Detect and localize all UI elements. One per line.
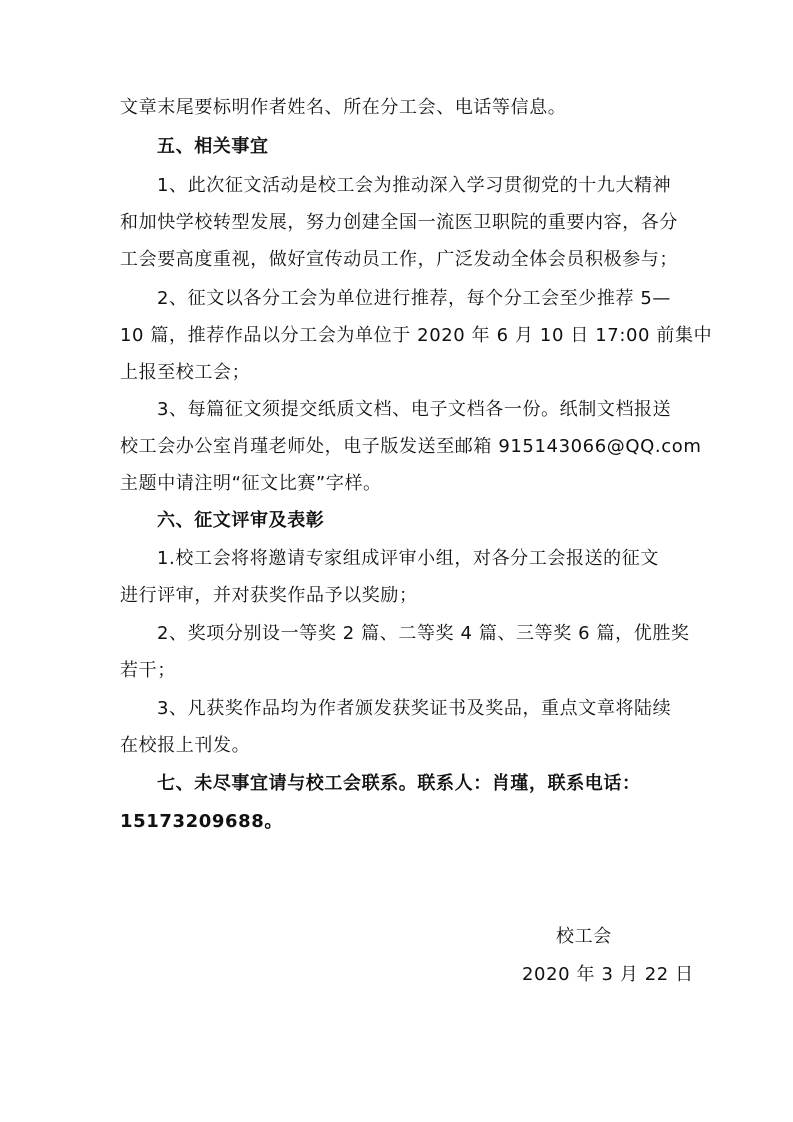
paragraph-line: 10 篇，推荐作品以分工会为单位于 2020 年 6 月 10 日 17:00 前集中 [120, 325, 713, 346]
paragraph-line: 上报至校工会； [120, 362, 251, 383]
contact-phone-line: 15173209688。 [120, 811, 283, 832]
signature-org: 校工会 [556, 926, 612, 947]
paragraph-line: 2、征文以各分工会为单位进行推荐，每个分工会至少推荐 5— [157, 288, 672, 309]
paragraph-line: 若干； [120, 660, 176, 681]
paragraph-line: 进行评审，并对获奖作品予以奖励； [120, 585, 418, 606]
paragraph-line: 在校报上刊发。 [120, 735, 251, 756]
paragraph-line: 1.校工会将将邀请专家组成评审小组，对各分工会报送的征文 [157, 548, 659, 569]
paragraph-line: 主题中请注明“征文比赛”字样。 [120, 473, 382, 494]
section-heading-6: 六、征文评审及表彰 [157, 510, 325, 531]
paragraph-line: 和加快学校转型发展，努力创建全国一流医卫职院的重要内容，各分 [120, 212, 678, 233]
paragraph-line: 2、奖项分别设一等奖 2 篇、二等奖 4 篇、三等奖 6 篇，优胜奖 [157, 623, 690, 644]
section-heading-7: 七、未尽事宜请与校工会联系。联系人：肖瑾，联系电话： [157, 773, 641, 794]
paragraph-line: 文章末尾要标明作者姓名、所在分工会、电话等信息。 [120, 97, 567, 118]
paragraph-line: 3、凡获奖作品均为作者颁发获奖证书及奖品，重点文章将陆续 [157, 698, 672, 719]
paragraph-line: 1、此次征文活动是校工会为推动深入学习贯彻党的十九大精神 [157, 175, 672, 196]
paragraph-line: 工会要高度重视，做好宣传动员工作，广泛发动全体会员积极参与； [120, 249, 678, 270]
section-heading-5: 五、相关事宜 [157, 136, 269, 157]
paragraph-line: 3、每篇征文须提交纸质文档、电子文档各一份。纸制文档报送 [157, 399, 672, 420]
paragraph-line: 校工会办公室肖瑾老师处，电子版发送至邮箱 915143066@QQ.com [120, 436, 702, 457]
signature-date: 2020 年 3 月 22 日 [522, 964, 694, 985]
